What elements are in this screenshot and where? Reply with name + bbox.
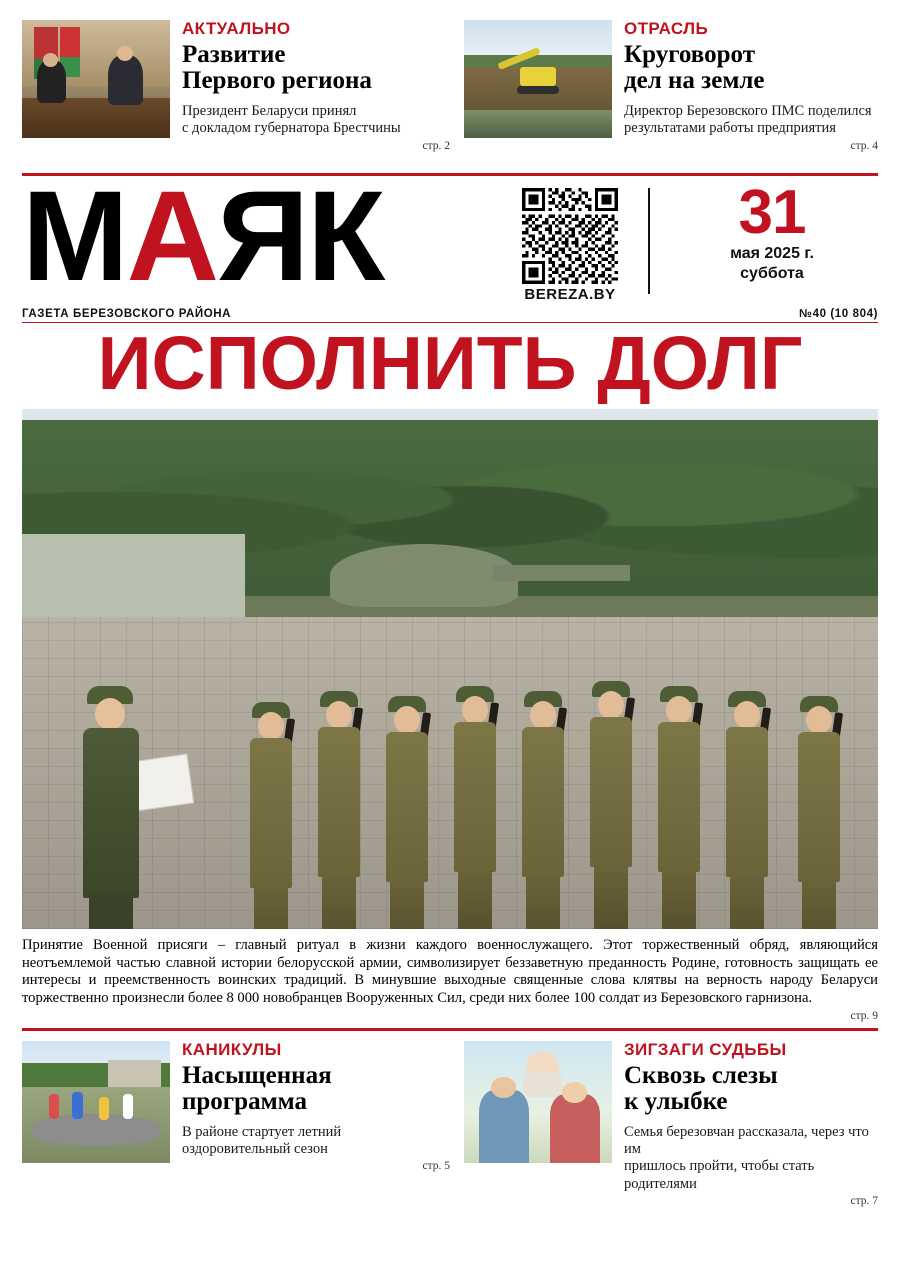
teaser-page-ref: стр. 2 xyxy=(422,139,450,152)
teaser-title xyxy=(624,1063,878,1116)
teaser-kicker: ОТРАСЛЬ xyxy=(624,19,709,38)
issue-date-block xyxy=(666,178,878,283)
bottom-teasers xyxy=(22,1041,878,1219)
teaser-title-line1: Круговорот xyxy=(624,40,755,68)
hero-photo-military-oath xyxy=(22,409,878,929)
teaser-desc-line1: Директор Березовского ПМС поделился xyxy=(624,102,872,119)
logo-wrapper[interactable] xyxy=(22,165,492,309)
teaser-text xyxy=(624,1041,878,1219)
paper-subtitle: ГАЗЕТА БЕРЕЗОВСКОГО РАЙОНА xyxy=(22,308,232,321)
logo-letter-a: А xyxy=(126,165,218,309)
top-teasers xyxy=(22,20,878,163)
teaser-photo-family xyxy=(464,1041,612,1163)
hero-page-ref: стр. 9 xyxy=(850,1009,878,1022)
teaser-page-ref: стр. 5 xyxy=(422,1160,450,1173)
teaser-kanikuly[interactable] xyxy=(22,1041,450,1219)
teaser-description xyxy=(624,103,878,138)
teaser-photo-children xyxy=(22,1041,170,1163)
issue-month-year: мая 2025 г. xyxy=(730,245,814,263)
issue-number: №40 (10 804) xyxy=(799,308,878,321)
teaser-kicker: АКТУАЛЬНО xyxy=(182,19,291,38)
teaser-description xyxy=(182,1124,450,1159)
main-headline: ИСПОЛНИТЬ ДОЛГ xyxy=(97,321,803,406)
teaser-description xyxy=(182,103,450,138)
divider-bottom xyxy=(22,1028,878,1031)
teaser-aktualno[interactable] xyxy=(22,20,450,163)
teaser-title-line1: Сквозь слезы xyxy=(624,1061,778,1089)
logo-letter-m: М xyxy=(22,165,127,309)
issue-day: 31 xyxy=(738,178,806,248)
teaser-title-line2: дел на земле xyxy=(624,67,765,95)
teaser-page-ref: стр. 4 xyxy=(850,139,878,152)
teaser-text xyxy=(624,20,878,163)
teaser-photo-excavator xyxy=(464,20,612,138)
qr-code-icon[interactable] xyxy=(522,188,618,284)
teaser-title xyxy=(182,1063,450,1116)
issue-weekday: суббота xyxy=(740,265,804,283)
teaser-desc-line2: с докладом губернатора Брестчины xyxy=(182,120,401,137)
masthead xyxy=(22,165,878,309)
teaser-desc-line2: пришлось пройти, чтобы стать родителями xyxy=(624,1158,815,1192)
hero-caption: Принятие Военной присяги – главный ритуал в жизни каждого военнослужащего. Этот торжественный обряд, являющийся неотъемлемой частью славной истории белорусской армии, символизирует беззаветную преданность Родине, готовность защищать ее интересы и преемственность воинских традиций. В минувшие выходные священные слова клятвы на верность народу Беларуси торжественно произнесли более 8 000 новобранцев Вооруженных Сил, среди них более 100 солдат из Березовского гарнизона. xyxy=(22,937,878,1007)
teaser-desc-line1: В районе стартует летний xyxy=(182,1123,342,1140)
qr-block[interactable] xyxy=(510,188,630,303)
teaser-description xyxy=(624,1124,878,1194)
teaser-desc-line2: результатами работы предприятия xyxy=(624,120,836,137)
teaser-title-line1: Насыщенная xyxy=(182,1061,332,1089)
teaser-kicker: ЗИГЗАГИ СУДЬБЫ xyxy=(624,1039,787,1059)
teaser-page-ref: стр. 7 xyxy=(850,1195,878,1208)
website-label[interactable]: BEREZA.BY xyxy=(524,286,616,304)
logo-letters-yak: ЯК xyxy=(217,165,384,309)
teaser-otrasl[interactable] xyxy=(450,20,878,163)
teaser-title xyxy=(182,42,450,95)
masthead-divider xyxy=(648,188,650,294)
teaser-text xyxy=(182,1041,450,1219)
teaser-title xyxy=(624,42,878,95)
teaser-kicker: КАНИКУЛЫ xyxy=(182,1039,282,1059)
teaser-text xyxy=(182,20,450,163)
teaser-desc-line1: Семья березовчан рассказала, через что им xyxy=(624,1123,869,1157)
newspaper-logo xyxy=(22,165,492,309)
teaser-desc-line2: оздоровительный сезон xyxy=(182,1140,328,1157)
teaser-title-line2: к улыбке xyxy=(624,1088,728,1116)
teaser-title-line2: программа xyxy=(182,1088,307,1116)
masthead-footer xyxy=(22,306,878,322)
teaser-photo-meeting xyxy=(22,20,170,138)
teaser-zigzagi-sudby[interactable] xyxy=(450,1041,878,1219)
teaser-desc-line1: Президент Беларуси принял xyxy=(182,102,357,119)
teaser-title-line2: Первого региона xyxy=(182,67,372,95)
teaser-title-line1: Развитие xyxy=(182,40,286,68)
